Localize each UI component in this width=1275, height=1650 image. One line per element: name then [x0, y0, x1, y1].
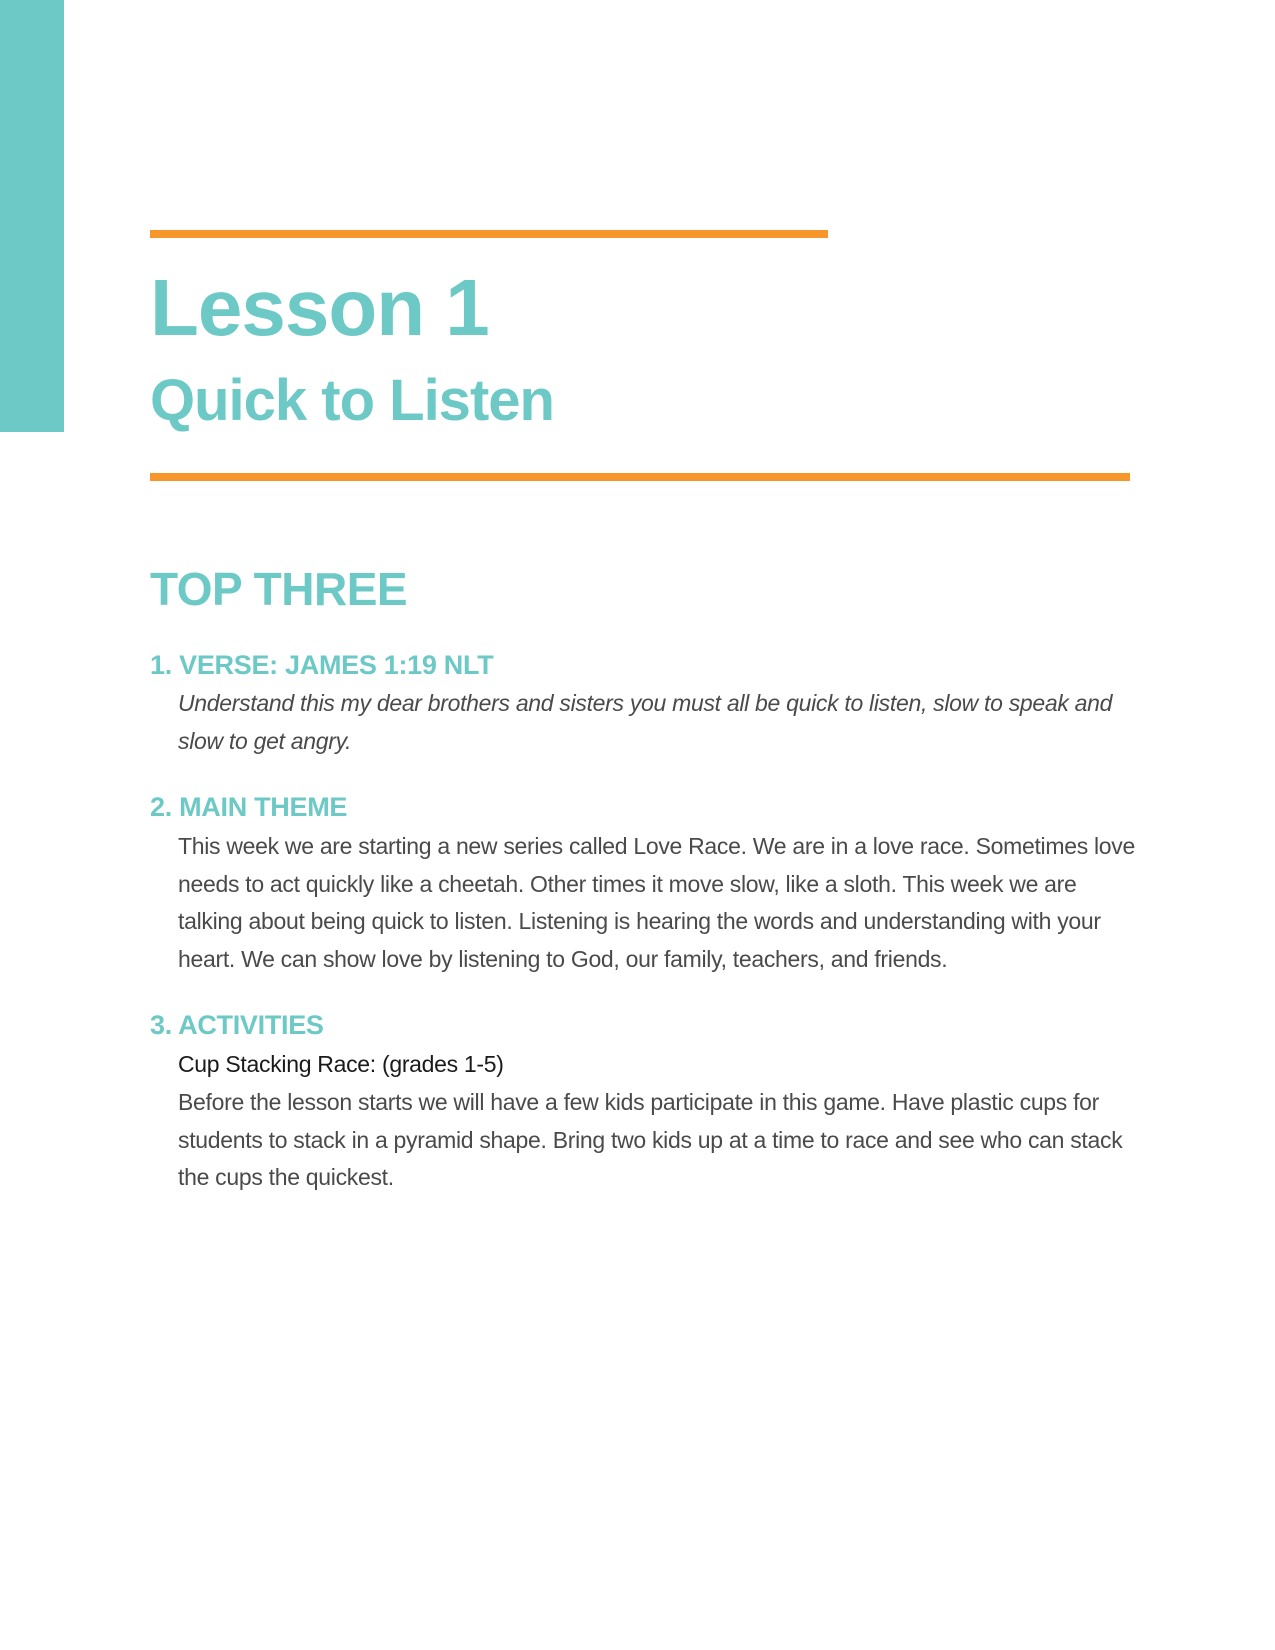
side-accent-bar: [0, 0, 64, 432]
main-theme-text: This week we are starting a new series called Love Race. We are in a love race. Sometimes love needs to act quickly like a cheetah. Other times it move slow, like a sloth. This week we are talking about being quick to listen. Listening is hearing the words and understanding with your heart. We can show love by listening to God, our family, teachers, and friends.: [178, 833, 1135, 972]
top-divider: [150, 230, 828, 238]
item-heading-verse: 1. VERSE: JAMES 1:19 NLT: [150, 650, 494, 680]
bottom-divider: [150, 473, 1130, 481]
lesson-subtitle: Quick to Listen: [150, 368, 554, 433]
item-heading-main-theme: 2. MAIN THEME: [150, 792, 348, 822]
activity-title: Cup Stacking Race: (grades 1-5): [178, 1051, 504, 1077]
lesson-title: Lesson 1: [150, 263, 489, 352]
verse-text: Understand this my dear brothers and sisters you must all be quick to listen, slow to speak and slow to get angry.: [178, 690, 1113, 754]
section-heading-top-three: TOP THREE: [150, 563, 408, 615]
activity-text: Before the lesson starts we will have a few kids participate in this game. Have plastic cups for students to stack in a pyramid shape. Bring two kids up at a time to race and see who can stack the cups the quickest.: [178, 1089, 1123, 1190]
item-heading-activities: 3. ACTIVITIES: [150, 1010, 324, 1040]
